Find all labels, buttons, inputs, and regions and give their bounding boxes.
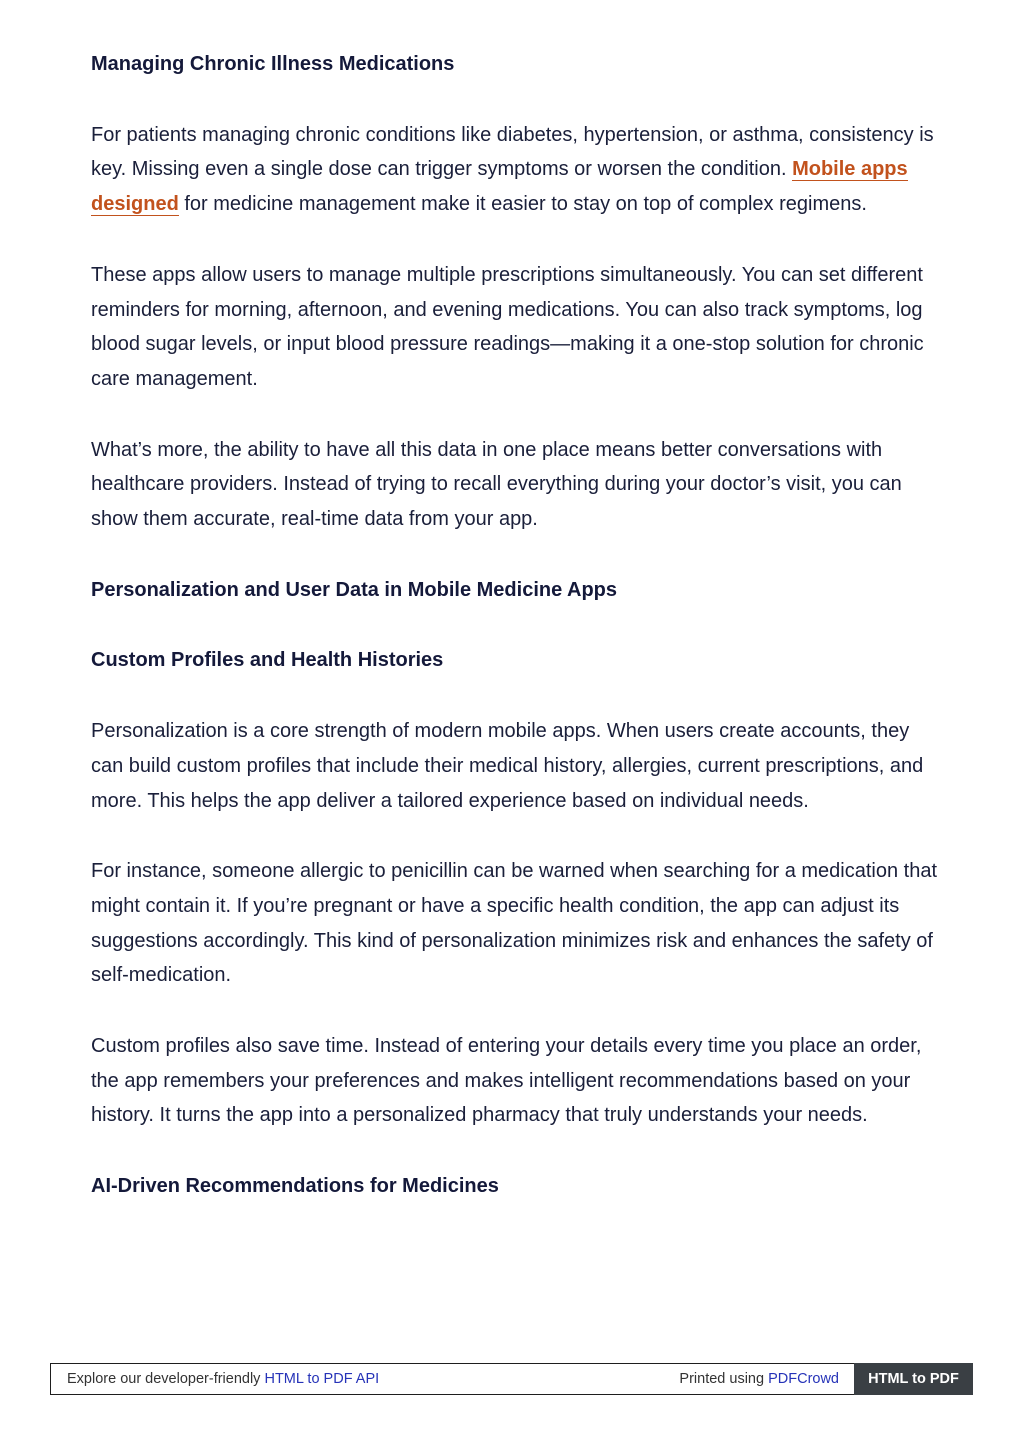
footer-printed-using: [679, 1364, 839, 1395]
footer-explore: [67, 1364, 379, 1395]
footer-explore-text: Explore our developer-friendly: [67, 1371, 265, 1387]
paragraph-penicillin-example: For instance, someone allergic to penicillin can be warned when searching for a medication that might contain it. If you’re pregnant or have a specific health condition, the app can adjust its suggestions accordingly. This kind of personalization minimizes risk and enhances the safety of self-medication.: [91, 860, 938, 987]
paragraph-text: for medicine management make it easier to stay on top of complex regimens.: [178, 193, 867, 216]
paragraph-chronic-intro: [91, 118, 941, 222]
pdfcrowd-link[interactable]: PDFCrowd: [768, 1371, 839, 1387]
paragraph-save-time: Custom profiles also save time. Instead of entering your details every time you place an order, the app remembers your preferences and makes intelligent recommendations based on your history. It turns the app into a personalized pharmacy that truly understands your needs.: [91, 1035, 922, 1127]
paragraph-multiple-prescriptions: These apps allow users to manage multiple prescriptions simultaneously. You can set different reminders for morning, afternoon, and evening medications. You can also track symptoms, log blood sugar levels, or input blood pressure readings—making it a one-stop solution for chronic care management.: [91, 263, 924, 390]
html-to-pdf-brand-button[interactable]: HTML to PDF: [854, 1363, 973, 1395]
subsection-heading-ai-recommendations: AI-Driven Recommendations for Medicines: [91, 1175, 499, 1198]
section-heading-personalization: Personalization and User Data in Mobile Medicine Apps: [91, 578, 618, 601]
paragraph-personalization-strength: Personalization is a core strength of modern mobile apps. When users create accounts, they can build custom profiles that include their medical history, allergies, current prescriptions, and more. This helps the app deliver a tailored experience based on individual needs.: [91, 720, 924, 812]
article-body: [91, 47, 941, 1240]
mobile-apps-designed-link[interactable]: Mobile apps designed: [91, 158, 908, 216]
paragraph-data-conversations: What’s more, the ability to have all this data in one place means better conversations with healthcare providers. Instead of trying to recall everything during your doctor’s visit, you can show them accurate, real-time data from your app.: [91, 438, 902, 531]
footer-printed-text: Printed using: [679, 1371, 769, 1387]
paragraph-text: For patients managing chronic conditions like diabetes, hypertension, or asthma, consistency is key. Missing even a single dose can trigger symptoms or worsen the condition.: [91, 123, 934, 181]
html-to-pdf-api-link[interactable]: HTML to PDF API: [264, 1371, 380, 1387]
pdfcrowd-footer-bar: [50, 1363, 973, 1395]
section-heading-chronic-illness: Managing Chronic Illness Medications: [91, 53, 455, 75]
subsection-heading-custom-profiles: Custom Profiles and Health Histories: [91, 649, 444, 672]
